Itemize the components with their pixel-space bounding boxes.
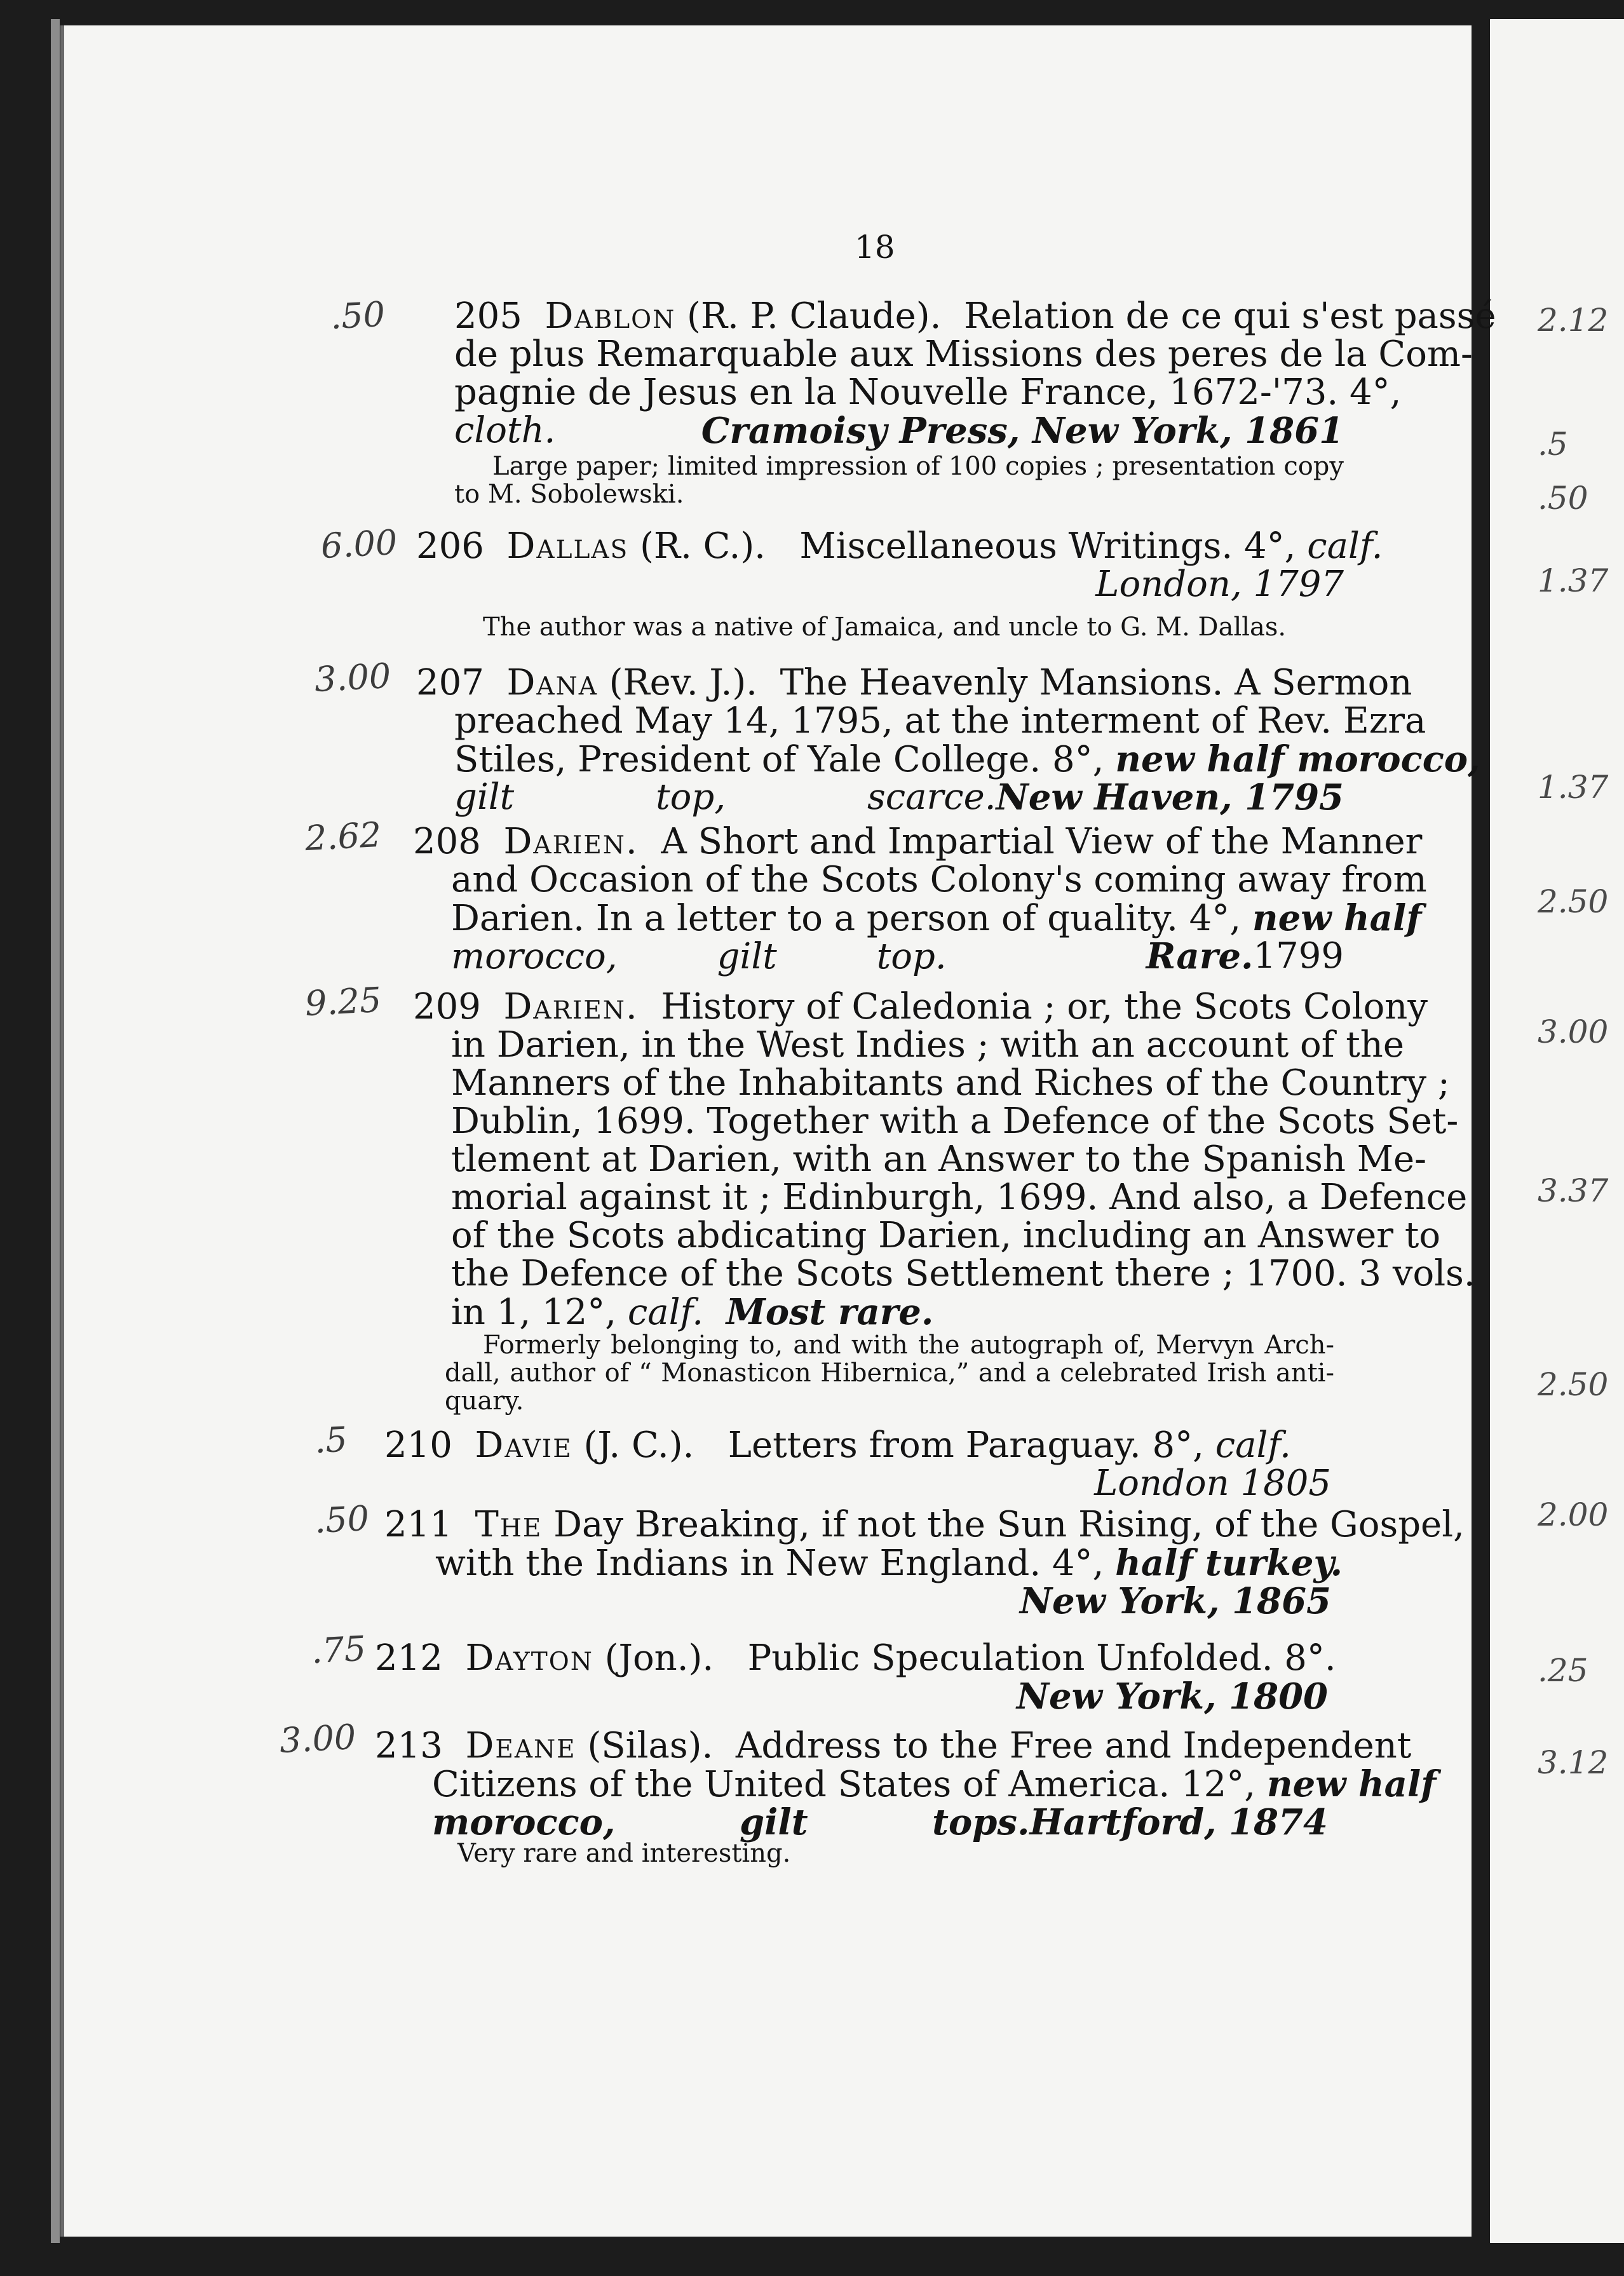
entry-205 (454, 295, 1496, 337)
page-number: 18 (855, 229, 895, 266)
title-line: Address to the Free and Independent (735, 1725, 1412, 1766)
facing-margin-note: 2.50 (1538, 883, 1609, 920)
note-line: The author was a native of Jamaica, and uncle to G. M. Dallas. (483, 613, 1287, 642)
price-note: .50 (313, 1498, 370, 1541)
title-line: preached May 14, 1795, at the interment of Rev. Ezra (454, 700, 1426, 742)
price-note: 6.00 (320, 522, 398, 567)
title-line: de plus Remarquable aux Missions des peres de la Com- (454, 334, 1473, 375)
imprint: London 1805 (1094, 1463, 1331, 1504)
facing-margin-note: .50 (1538, 480, 1588, 517)
title-line: Relation de ce qui s'est passé (964, 295, 1496, 337)
author: Deane (465, 1725, 576, 1766)
title-line: in 1, 12°, (451, 1292, 617, 1333)
title: Miscellaneous Writings. 4°, (799, 525, 1296, 567)
note-line: Large paper; limited impression of 100 copies ; presentation copy (492, 452, 1344, 481)
author: Dayton (465, 1637, 593, 1679)
lot-number: 211 (384, 1504, 452, 1545)
imprint: 1799 (1253, 935, 1344, 977)
facing-page-edge (1490, 19, 1624, 2243)
binding: calf. (1307, 525, 1383, 567)
title-line: Day Breaking, if not the Sun Rising, of the Gospel, (553, 1504, 1465, 1545)
title-line: pagnie de Jesus en la Nouvelle France, 1672-'73. 4°, (454, 372, 1402, 413)
entry-210 (384, 1426, 1331, 1503)
author: Dallas (506, 525, 629, 567)
author: The (475, 1504, 543, 1545)
title-line: History of Caledonia ; or, the Scots Colony (661, 986, 1428, 1027)
facing-margin-note: 2.50 (1538, 1366, 1609, 1403)
author: Dablon (545, 295, 676, 337)
binding: new half morocco, (1115, 738, 1480, 780)
title: Letters from Paraguay. 8°, (727, 1425, 1204, 1466)
entry-205-body (454, 334, 1473, 452)
facing-margin-note: 2.12 (1538, 302, 1609, 339)
binding: new half (1266, 1763, 1437, 1805)
price-note: .75 (310, 1628, 367, 1672)
price-note: 2.62 (304, 814, 382, 859)
page-spine-edge (51, 19, 60, 2243)
entry-207 (416, 662, 1480, 818)
title-line: Citizens of the United States of America. 12°, (432, 1764, 1256, 1805)
author: Davie (475, 1425, 572, 1466)
title-line: A Short and Impartial View of the Manner (661, 821, 1423, 862)
entry-211 (384, 1504, 1465, 1622)
entry-212 (375, 1637, 1336, 1717)
author-initials: (J. C.). (583, 1425, 694, 1466)
author-initials: (R. C.). (640, 525, 766, 567)
title-line: with the Indians in New England. 4°, (435, 1543, 1104, 1584)
note-line: Very rare and interesting. (457, 1839, 791, 1868)
title-line: in Darien, in the West Indies ; with an account of the (451, 1024, 1404, 1066)
author-initials: (Jon.). (604, 1637, 714, 1679)
binding: half turkey. (1115, 1542, 1343, 1584)
author: Darien. (503, 821, 639, 862)
imprint: Cramoisy Press, New York, 1861 (701, 410, 1344, 452)
lot-number: 210 (384, 1425, 452, 1466)
entry-206 (416, 525, 1383, 605)
entry-209 (413, 986, 1475, 1333)
imprint: New York, 1800 (1016, 1676, 1328, 1717)
imprint: Hartford, 1874 (1029, 1801, 1328, 1843)
facing-margin-note: 2.00 (1538, 1496, 1609, 1533)
author: Darien. (503, 986, 639, 1027)
binding-extra: morocco, gilt tops. (432, 1801, 1030, 1843)
title-line: Stiles, President of Yale College. 8°, (454, 739, 1104, 780)
price-note: 3.00 (278, 1716, 357, 1761)
imprint: New York, 1865 (1019, 1580, 1331, 1622)
rarity: Rare. (1146, 935, 1254, 977)
entry-205-note (454, 452, 1344, 508)
title-line: The Heavenly Mansions. A Sermon (780, 662, 1412, 703)
price-note: .50 (329, 294, 386, 337)
title-line: of the Scots abdicating Darien, including an Answer to (451, 1215, 1441, 1256)
author: Dana (506, 662, 598, 703)
note-line: quary. (445, 1386, 524, 1416)
price-note: 9.25 (304, 979, 382, 1024)
note-line: to M. Sobolewski. (454, 480, 684, 509)
price-note: 3.00 (313, 655, 392, 700)
author-initials: (Rev. J.). (609, 662, 757, 703)
facing-margin-note: .5 (1538, 426, 1568, 463)
title-line: the Defence of the Scots Settlement there ; 1700. 3 vols. (451, 1253, 1475, 1294)
title-line: and Occasion of the Scots Colony's coming away from (451, 859, 1427, 900)
note-line: Formerly belonging to, and with the autograph of, Mervyn Arch- (483, 1331, 1334, 1360)
lot-number: 213 (375, 1725, 443, 1766)
imprint: New Haven, 1795 (996, 776, 1344, 818)
binding: new half (1252, 897, 1422, 939)
facing-margin-note: .25 (1538, 1652, 1588, 1689)
lot-number: 209 (413, 986, 481, 1027)
entry-213-note (457, 1839, 1093, 1867)
title-line: tlement at Darien, with an Answer to the Spanish Me- (451, 1139, 1427, 1180)
note-line: dall, author of “ Monasticon Hibernica,” and a celebrated Irish anti- (445, 1358, 1334, 1388)
facing-margin-note: 1.37 (1538, 769, 1609, 806)
binding: calf. (1215, 1425, 1291, 1466)
title-line: Dublin, 1699. Together with a Defence of the Scots Set- (451, 1101, 1459, 1142)
rarity: Most rare. (726, 1291, 934, 1333)
binding: cloth. (454, 410, 556, 451)
facing-margin-note: 1.37 (1538, 562, 1609, 599)
lot-number: 205 (454, 295, 522, 337)
lot-number: 208 (413, 821, 481, 862)
binding-extra: morocco, gilt top. (451, 936, 947, 977)
facing-margin-note: 3.12 (1538, 1744, 1609, 1781)
lot-number: 207 (416, 662, 484, 703)
entry-206-note (483, 613, 1347, 641)
title: Public Speculation Unfolded. 8°. (747, 1637, 1336, 1679)
lot-number: 212 (375, 1637, 443, 1679)
binding: calf. (627, 1292, 704, 1333)
price-note: .5 (313, 1419, 349, 1461)
entry-213 (375, 1725, 1437, 1843)
binding-extra: gilt top, scarce. (454, 776, 996, 818)
title-line: Manners of the Inhabitants and Riches of the Country ; (451, 1062, 1450, 1104)
facing-margin-note: 3.37 (1538, 1172, 1609, 1209)
facing-margin-note: 3.00 (1538, 1013, 1609, 1050)
imprint: London, 1797 (1095, 564, 1344, 605)
title-line: Darien. In a letter to a person of quality. 4°, (451, 898, 1242, 939)
author-initials: (Silas). (587, 1725, 714, 1766)
entry-209-note (445, 1331, 1334, 1415)
author-initials: (R. P. Claude). (687, 295, 942, 337)
lot-number: 206 (416, 525, 484, 567)
title-line: morial against it ; Edinburgh, 1699. And also, a Defence (451, 1177, 1468, 1218)
entry-208 (413, 821, 1427, 977)
